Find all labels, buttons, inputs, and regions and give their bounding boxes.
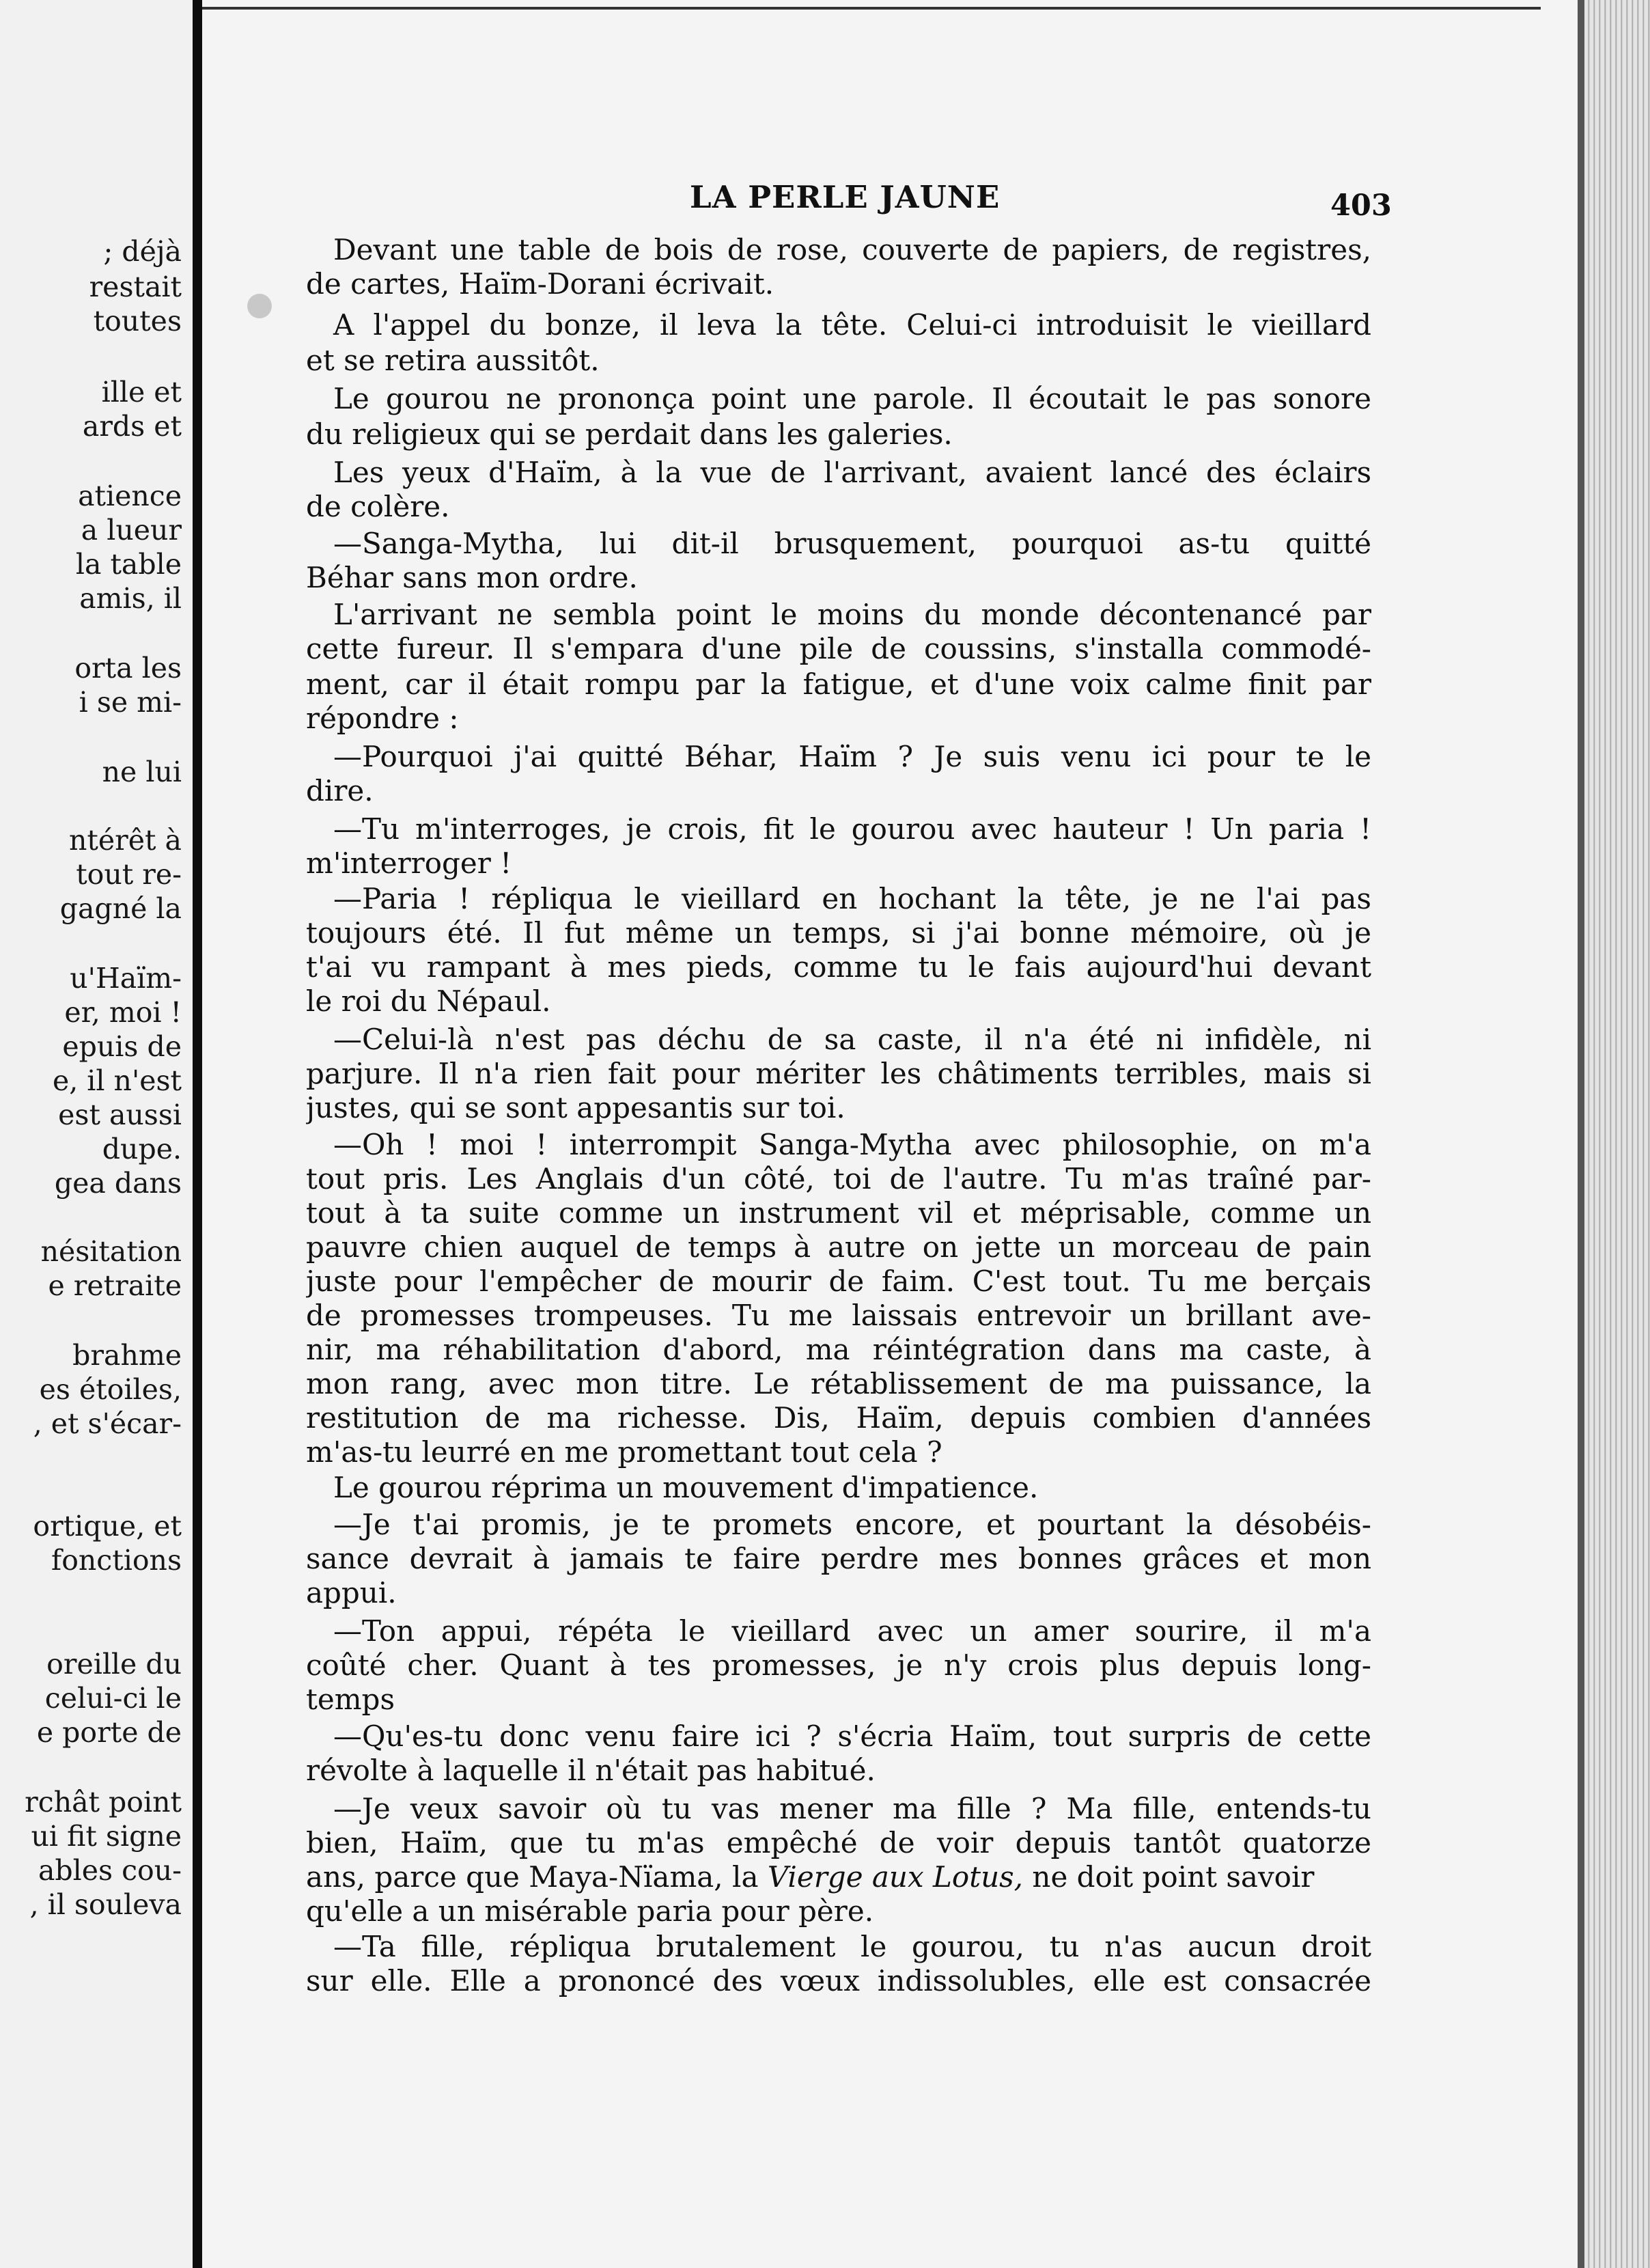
text-line: —Je veux savoir où tu vas mener ma fille ? Ma fille, entends-tu [333, 1792, 1371, 1825]
running-title: LA PERLE JAUNE [690, 179, 1001, 215]
left-page-line: e retraite [48, 1269, 182, 1302]
text-line: —Pourquoi j'ai quitté Béhar, Haïm ? Je suis venu ici pour te le [333, 740, 1371, 773]
left-page-line: i se mi- [79, 686, 182, 719]
text-line: —Oh ! moi ! interrompit Sanga-Mytha avec philosophie, on m'a [333, 1128, 1371, 1161]
text-line: L'arrivant ne sembla point le moins du monde décontenancé par [333, 598, 1371, 631]
page-number: 403 [1330, 189, 1392, 223]
text-line: de promesses trompeuses. Tu me laissais entrevoir un brillant ave- [306, 1299, 1371, 1332]
left-page-line: amis, il [79, 582, 182, 615]
text-line: Le gourou ne prononça point une parole. Il écoutait le pas sonore [333, 382, 1371, 415]
text-line: Béhar sans mon ordre. [306, 561, 638, 594]
text-fragment: ans, parce que Maya-Nïama, la [306, 1860, 759, 1894]
page-edge-shadow [1578, 0, 1584, 2268]
left-page-line: fonctions [51, 1544, 182, 1577]
text-line: —Tu m'interroges, je crois, fit le gourou avec hauteur ! Un paria ! [333, 812, 1371, 846]
text-line: cette fureur. Il s'empara d'une pile de coussins, s'installa commodé- [306, 632, 1371, 665]
page-stack-edge [1584, 0, 1650, 2268]
left-page-line: celui-ci le [44, 1682, 182, 1715]
text-line: répondre : [306, 702, 459, 735]
text-line: —Je t'ai promis, je te promets encore, et pourtant la désobéis- [333, 1508, 1371, 1541]
text-line: dire. [306, 774, 374, 807]
left-page-line: u'Haïm- [70, 962, 182, 995]
text-line-with-italic [306, 1859, 1371, 1895]
text-line: restitution de ma richesse. Dis, Haïm, depuis combien d'années [306, 1401, 1371, 1435]
book-gutter [193, 0, 202, 2268]
text-line: sance devrait à jamais te faire perdre mes bonnes grâces et mon [306, 1542, 1371, 1575]
text-line: —Paria ! répliqua le vieillard en hochant la tête, je ne l'ai pas [333, 882, 1371, 915]
left-page-line: ntérêt à [69, 824, 182, 857]
text-line: —Ta fille, répliqua brutalement le gourou, tu n'as aucun droit [333, 1930, 1371, 1963]
left-page-line: tout re- [76, 858, 182, 891]
previous-page-fragment [0, 0, 193, 2268]
left-page-line: orta les [74, 652, 182, 684]
left-page-line: ne lui [102, 756, 182, 788]
text-line: appui. [306, 1576, 397, 1609]
left-page-line: ille et [101, 376, 182, 409]
text-line: m'interroger ! [306, 846, 512, 880]
text-line: le roi du Népaul. [306, 984, 551, 1018]
text-line: sur elle. Elle a prononcé des vœux indissolubles, elle est consacrée [306, 1964, 1371, 1997]
left-page-line: e porte de [36, 1716, 182, 1749]
italic-title: Vierge aux Lotus, [767, 1860, 1024, 1894]
left-page-line: nésitation [40, 1235, 182, 1268]
text-line: Devant une table de bois de rose, couverte de papiers, de registres, [333, 233, 1371, 266]
left-page-line: toutes [93, 305, 182, 337]
print-smudge [247, 294, 272, 318]
text-line: tout pris. Les Anglais d'un côté, toi de l'autre. Tu m'as traîné par- [306, 1162, 1371, 1195]
text-line: qu'elle a un misérable paria pour père. [306, 1894, 874, 1928]
text-line: —Ton appui, répéta le vieillard avec un amer sourire, il m'a [333, 1614, 1371, 1648]
left-page-line: brahme [72, 1339, 182, 1372]
left-page-line: ards et [82, 410, 182, 443]
left-page-line: gea dans [54, 1167, 182, 1200]
text-line: m'as-tu leurré en me promettant tout cela ? [306, 1435, 942, 1469]
left-page-line: est aussi [58, 1098, 182, 1131]
left-page-line: er, moi ! [64, 996, 182, 1029]
left-page-line: la table [75, 548, 182, 581]
left-page-line: , et s'écar- [33, 1407, 182, 1440]
text-line: —Qu'es-tu donc venu faire ici ? s'écria Haïm, tout surpris de cette [333, 1719, 1371, 1753]
page-top-edge [202, 7, 1541, 10]
text-line: pauvre chien auquel de temps à autre on jette un morceau de pain [306, 1230, 1371, 1264]
text-line: révolte à laquelle il n'était pas habitué. [306, 1754, 876, 1787]
left-page-line: a lueur [81, 514, 182, 547]
text-line: —Sanga-Mytha, lui dit-il brusquement, pourquoi as-tu quitté [333, 527, 1371, 560]
left-page-line: , il souleva [29, 1888, 182, 1921]
left-page-line: epuis de [62, 1030, 182, 1063]
text-line: Les yeux d'Haïm, à la vue de l'arrivant, avaient lancé des éclairs [333, 456, 1371, 489]
text-line: et se retira aussitôt. [306, 344, 600, 377]
text-line: juste pour l'empêcher de mourir de faim. C'est tout. Tu me berçais [306, 1264, 1371, 1298]
text-line: temps [306, 1683, 395, 1716]
left-page-line: gagné la [59, 892, 182, 925]
text-line: du religieux qui se perdait dans les galeries. [306, 417, 953, 451]
text-line: de colère. [306, 490, 450, 523]
left-page-line: oreille du [46, 1648, 182, 1681]
text-line: nir, ma réhabilitation d'abord, ma réintégration dans ma caste, à [306, 1333, 1371, 1366]
left-page-line: es étoiles, [39, 1373, 182, 1406]
left-page-line: ui fit signe [31, 1820, 182, 1853]
text-line: parjure. Il n'a rien fait pour mériter les châtiments terribles, mais si [306, 1057, 1371, 1090]
text-line: —Celui-là n'est pas déchu de sa caste, il n'a été ni infidèle, ni [333, 1023, 1371, 1056]
text-line: justes, qui se sont appesantis sur toi. [306, 1091, 845, 1124]
text-line: toujours été. Il fut même un temps, si j'ai bonne mémoire, où je [306, 916, 1371, 950]
text-line: ment, car il était rompu par la fatigue, et d'une voix calme finit par [306, 667, 1371, 701]
left-page-line: ; déjà [103, 235, 182, 268]
left-page-line: rchât point [25, 1786, 182, 1818]
text-line: de cartes, Haïm-Dorani écrivait. [306, 267, 774, 301]
text-fragment: ne doit point savoir [1032, 1860, 1315, 1894]
left-page-line: restait [89, 271, 182, 303]
left-page-line: ortique, et [33, 1510, 182, 1543]
text-line: mon rang, avec mon titre. Le rétablissement de ma puissance, la [306, 1367, 1371, 1400]
text-line: A l'appel du bonze, il leva la tête. Celui-ci introduisit le vieillard [333, 308, 1371, 342]
text-line: tout à ta suite comme un instrument vil et méprisable, comme un [306, 1196, 1371, 1230]
text-line: bien, Haïm, que tu m'as empêché de voir depuis tantôt quatorze [306, 1826, 1371, 1859]
text-line: coûté cher. Quant à tes promesses, je n'y crois plus depuis long- [306, 1648, 1371, 1682]
left-page-line: ables cou- [38, 1854, 182, 1887]
text-line: Le gourou réprima un mouvement d'impatience. [333, 1471, 1039, 1504]
text-line: t'ai vu rampant à mes pieds, comme tu le fais aujourd'hui devant [306, 950, 1371, 984]
left-page-line: atience [78, 480, 182, 512]
left-page-line: e, il n'est [52, 1064, 182, 1097]
left-page-line: dupe. [102, 1133, 182, 1165]
